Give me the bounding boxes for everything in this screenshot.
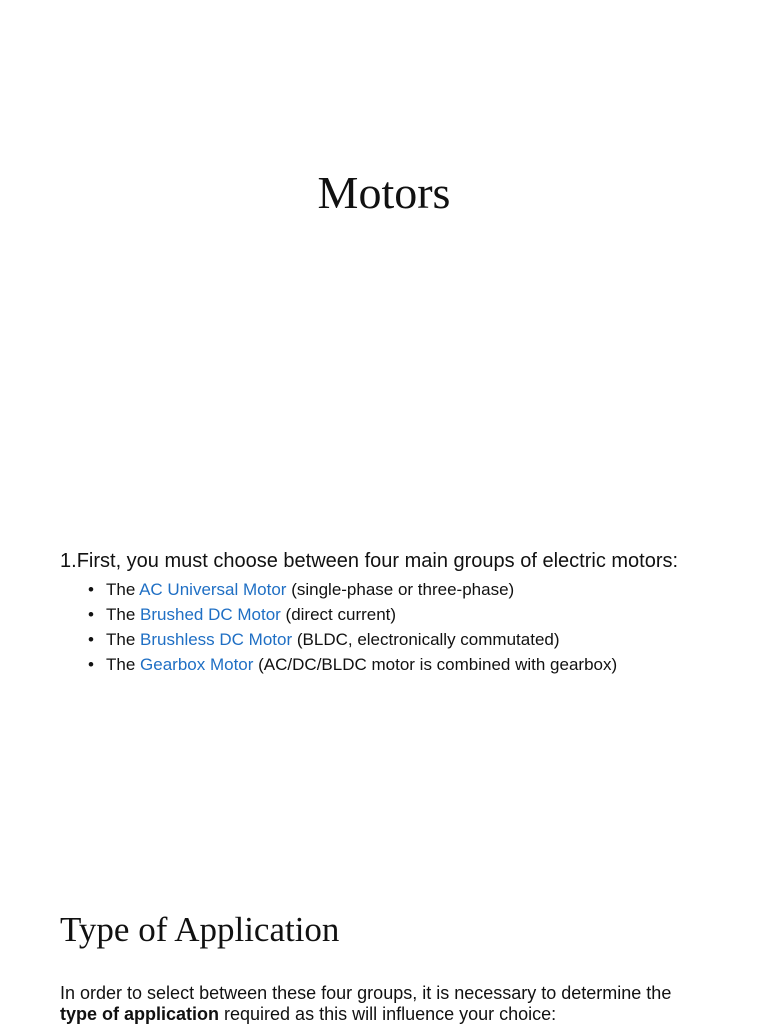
brushless-dc-motor-link[interactable]: Brushless DC Motor	[140, 630, 293, 649]
paragraph-bold-text: type of application	[60, 1004, 220, 1024]
list-item	[88, 652, 708, 677]
motor-group-list	[60, 577, 708, 677]
brushed-dc-motor-link[interactable]: Brushed DC Motor	[140, 605, 281, 624]
bullet-prefix: The	[106, 655, 141, 674]
intro-number: 1.	[60, 550, 77, 572]
intro-paragraph	[60, 549, 708, 573]
list-item	[88, 577, 708, 602]
paragraph-text-before: In order to select between these four groups, it is necessary to determine the	[60, 983, 672, 1003]
ac-universal-motor-link[interactable]: AC Universal Motor	[139, 580, 287, 599]
intro-block	[60, 549, 708, 677]
intro-text: First, you must choose between four main groups of electric motors:	[76, 550, 679, 572]
bullet-suffix: (direct current)	[280, 605, 397, 624]
list-item	[88, 627, 708, 652]
gearbox-motor-link[interactable]: Gearbox Motor	[140, 655, 254, 674]
bullet-prefix: The	[106, 605, 141, 624]
list-item	[88, 602, 708, 627]
paragraph-text-after: required as this will influence your choice:	[219, 1004, 557, 1024]
bullet-prefix: The	[106, 580, 140, 599]
bullet-suffix: (single-phase or three-phase)	[286, 580, 515, 599]
section-title: Type of Application	[60, 910, 340, 949]
slide-title: Motors	[317, 167, 451, 218]
bullet-suffix: (BLDC, electronically commutated)	[292, 630, 560, 649]
application-paragraph	[60, 983, 708, 1025]
bullet-prefix: The	[106, 630, 141, 649]
bullet-suffix: (AC/DC/BLDC motor is combined with gearbox)	[253, 655, 618, 674]
